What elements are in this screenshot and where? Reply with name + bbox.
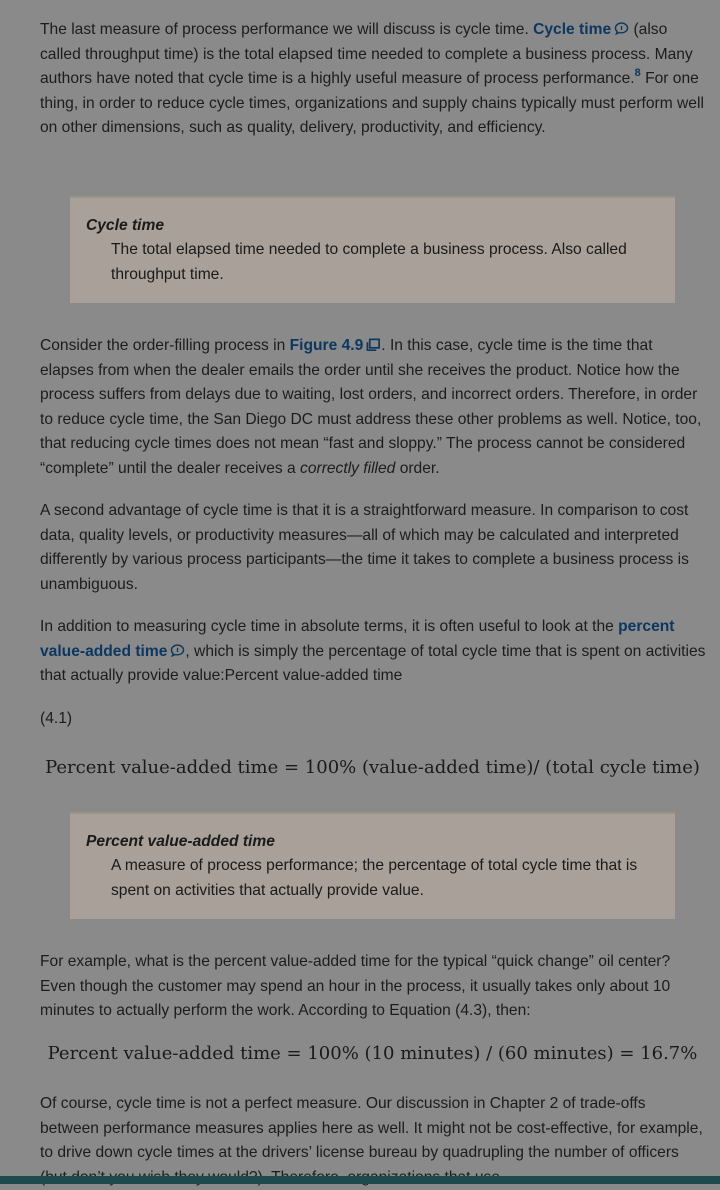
text-run: order. <box>395 459 440 477</box>
glossary-box-cycle-time <box>70 196 675 303</box>
text-run: , which is simply the percentage of total cycle time that is spent on activities that actually provide value:Percent value-added time <box>40 642 706 684</box>
text-run: For one thing, in order to reduce cycle times, organizations and supply chains typically must perform well on other dimensions, such as quality, delivery, productivity, and efficiency. <box>40 70 704 136</box>
equation-percent-value-added: Percent value-added time = 100% (value-added time)/ (total cycle time) <box>45 757 700 778</box>
text-run: (also called throughput time) is the total elapsed time needed to complete a business process. Many authors have noted that cycle time is a highly useful measure of process performance. <box>40 21 693 87</box>
glossary-box-term: Percent value-added time <box>86 833 275 850</box>
glossary-comment-icon[interactable] <box>614 22 629 35</box>
paragraph-order-filling <box>40 334 708 481</box>
glossary-box-term: Cycle time <box>86 217 165 234</box>
glossary-comment-icon[interactable] <box>170 644 185 657</box>
bottom-toolbar-edge <box>0 1176 720 1184</box>
figure-window-icon[interactable] <box>366 338 381 352</box>
glossary-term-percent-value-added-time[interactable]: percent value-added time <box>40 618 675 660</box>
text-run: In addition to measuring cycle time in absolute terms, it is often useful to look at the <box>40 618 619 635</box>
paragraph-tradeoffs: Of course, cycle time is not a perfect measure. Our discussion in Chapter 2 of trade-offs between performance measures applies here as well. It might not be cost-effective, for example, to drive down cycle times at the drivers’ license bureau by quadrupling the number of officers <box>40 1095 703 1161</box>
glossary-box-definition: A measure of process performance; the percentage of total cycle time that is spent on activities that actually provide value. <box>111 857 638 899</box>
glossary-term-cycle-time[interactable]: Cycle time <box>533 21 612 38</box>
paragraph-cycle-time-intro <box>40 18 708 141</box>
glossary-box-definition: The total elapsed time needed to complete a business process. Also called throughput time. <box>111 241 627 283</box>
equation-number: (4.1) <box>40 710 73 727</box>
emphasis-text: correctly filled <box>300 459 396 477</box>
paragraph-example: For example, what is the percent value-added time for the typical “quick change” oil center? Even though the customer may spend an hour in the process, it usually takes only about 10 minutes to actually perform the work. According to Equation (4.3), then: <box>40 953 671 1019</box>
text-run: Consider the order-filling process in <box>40 337 290 354</box>
paragraph-percent-value-added <box>40 615 708 689</box>
text-run: The last measure of process performance we will discuss is cycle time. <box>40 21 534 38</box>
text-run: . In this case, cycle time is the time that elapses from when the dealer emails the order until she receives the product. Notice how the process suffers from delays due to waiting, lost orders, and incorrect orders. Therefore, in order to reduce cycle time, the San Diego DC must address these other problems as well. Notice, too, that reducing cycle times does not mean “fast and sloppy.” The process cannot be considered “complete” until the dealer receives a <box>40 337 702 477</box>
paragraph-advantage: A second advantage of cycle time is that it is a straightforward measure. In comparison to cost data, quality levels, or productivity measures—all of which may be calculated and interpreted differently by various process participants—the time it takes to complete a business process is unambiguous. <box>40 502 689 593</box>
glossary-box-percent-value-added <box>70 812 675 919</box>
equation-example: Percent value-added time = 100% (10 minutes) / (60 minutes) = 16.7% <box>47 1043 698 1064</box>
footnote-marker[interactable]: 8 <box>634 67 641 79</box>
figure-link[interactable]: Figure 4.9 <box>289 337 364 354</box>
